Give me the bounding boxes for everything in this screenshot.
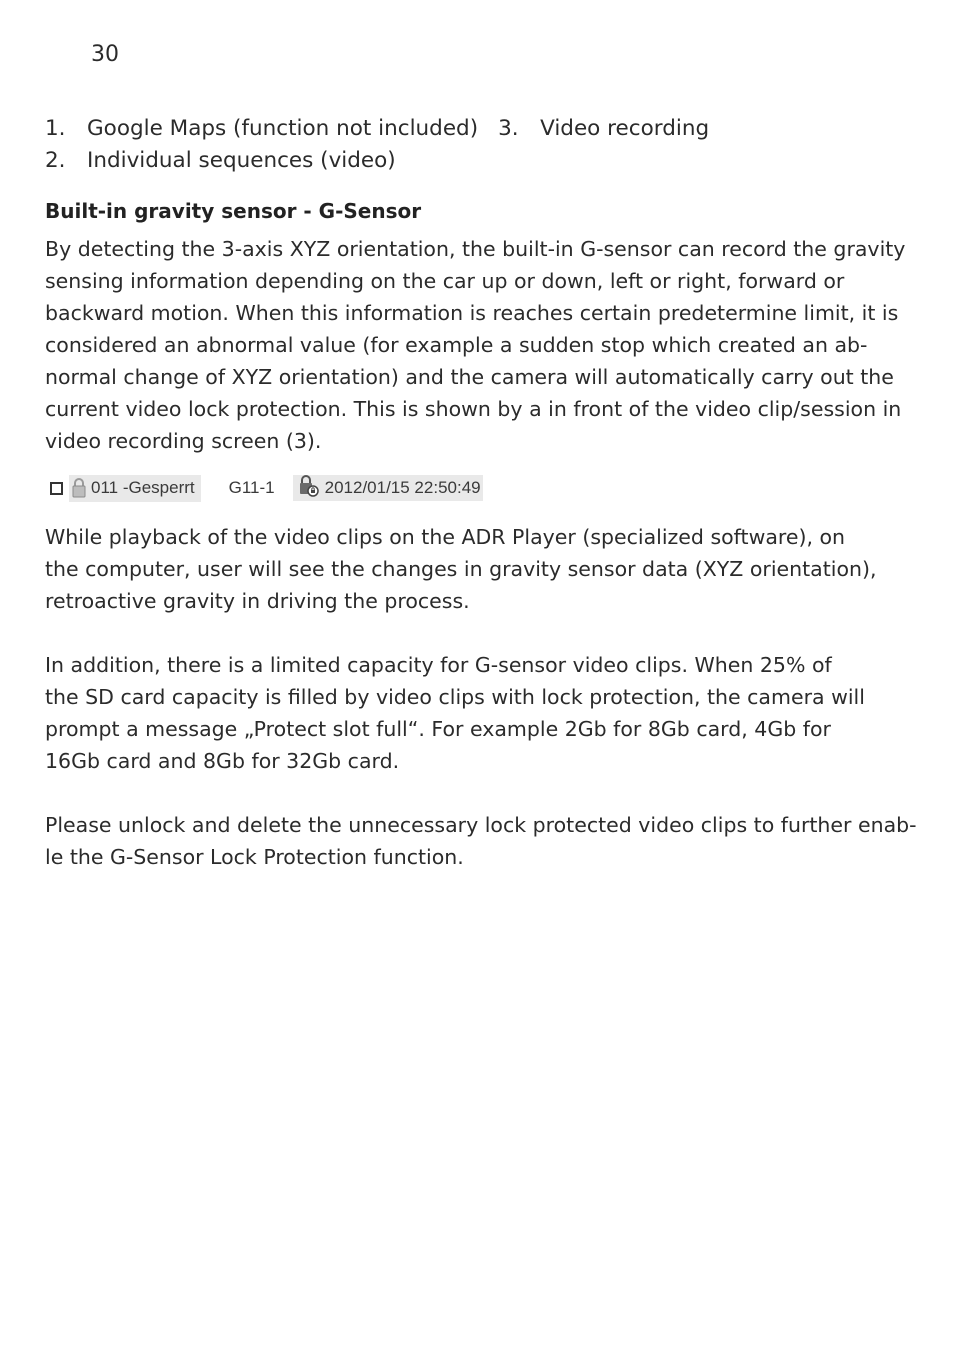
text-line: In addition, there is a limited capacity for G-sensor video clips. When 25% of xyxy=(45,653,832,677)
list-item-number: 1. xyxy=(45,116,66,141)
list-item-number: 3. xyxy=(498,116,519,141)
locked-file-icon xyxy=(297,475,319,502)
text-line: retroactive gravity in driving the process. xyxy=(45,589,470,613)
checkbox-icon xyxy=(50,482,63,495)
list-item-text: Individual sequences (video) xyxy=(87,148,396,173)
list-item-google-maps xyxy=(45,113,478,145)
clip-name-cell xyxy=(69,475,201,502)
paragraph-unlock-instructions xyxy=(45,809,917,873)
text-line: 16Gb card and 8Gb for 32Gb card. xyxy=(45,749,400,773)
clip-name: 011 -Gesperrt xyxy=(91,477,195,497)
text-line: normal change of XYZ orientation) and the camera will automatically carry out the xyxy=(45,365,894,389)
list-item-number: 2. xyxy=(45,148,66,173)
text-line: Please unlock and delete the unnecessary lock protected video clips to further enab- xyxy=(45,813,917,837)
text-line: considered an abnormal value (for example a sudden stop which created an ab- xyxy=(45,333,868,357)
text-line: the SD card capacity is filled by video clips with lock protection, the camera will xyxy=(45,685,865,709)
list-row-2 xyxy=(45,145,709,177)
text-line: backward motion. When this information is reaches certain predetermine limit, it is xyxy=(45,301,899,325)
paragraph-capacity xyxy=(45,649,875,777)
timestamp: 2012/01/15 22:50:49 xyxy=(324,478,481,497)
padlock-icon xyxy=(71,477,87,499)
section-heading: Built-in gravity sensor - G-Sensor xyxy=(45,199,422,223)
clip-id: G11-1 xyxy=(228,478,275,497)
text-line: le the G-Sensor Lock Protection function. xyxy=(45,845,464,869)
page-number: 30 xyxy=(91,42,119,67)
text-line: the computer, user will see the changes in gravity sensor data (XYZ orientation), xyxy=(45,557,877,581)
timestamp-cell xyxy=(293,475,483,501)
text-line: current video lock protection. This is shown by a in front of the video clip/session in xyxy=(45,397,902,421)
numbered-list xyxy=(45,113,709,177)
locked-clip-screenshot xyxy=(50,473,483,503)
list-item-text: Google Maps (function not included) xyxy=(87,116,479,141)
text-line: While playback of the video clips on the ADR Player (specialized software), on xyxy=(45,525,846,549)
list-item-video-recording xyxy=(498,113,709,145)
paragraph-adr-player xyxy=(45,521,875,617)
list-item-individual-sequences xyxy=(45,145,396,177)
text-line: video recording screen (3). xyxy=(45,429,322,453)
list-row-1 xyxy=(45,113,709,145)
paragraph-gsensor-description xyxy=(45,233,906,457)
list-item-text: Video recording xyxy=(540,116,710,141)
text-line: By detecting the 3-axis XYZ orientation, the built-in G-sensor can record the gravity xyxy=(45,237,906,261)
text-line: sensing information depending on the car up or down, left or right, forward or xyxy=(45,269,845,293)
text-line: prompt a message „Protect slot full“. For example 2Gb for 8Gb card, 4Gb for xyxy=(45,717,831,741)
